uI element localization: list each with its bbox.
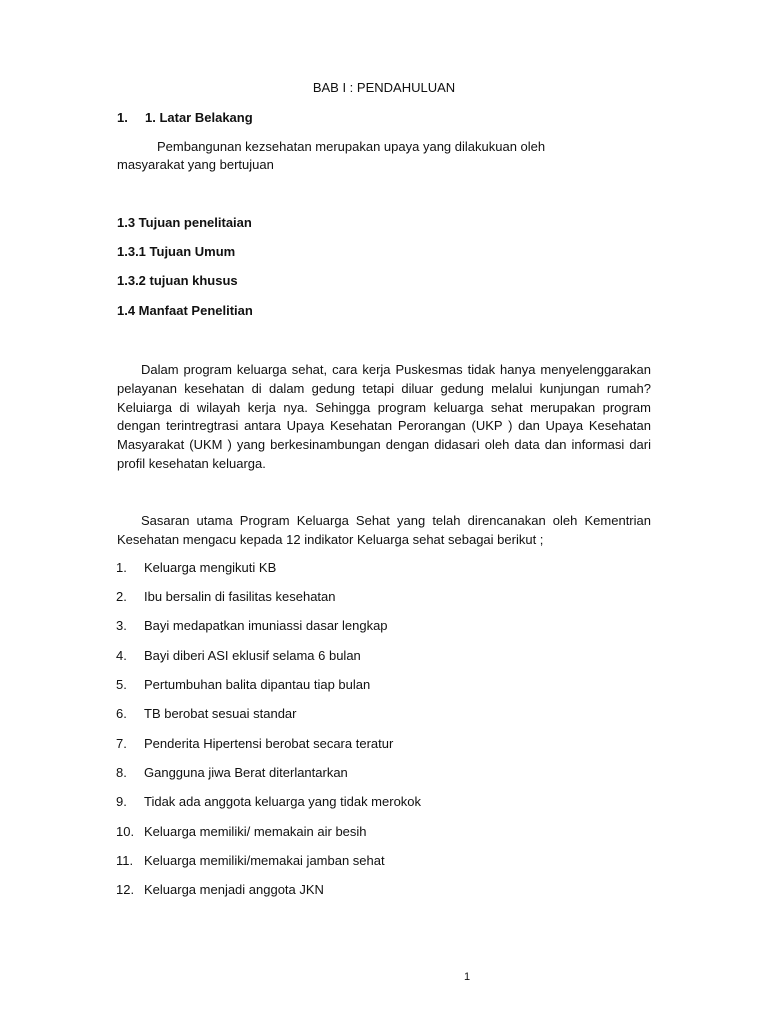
list-item-text: Bayi medapatkan imuniassi dasar lengkap xyxy=(144,618,388,633)
list-item-text: Keluarga memiliki/ memakain air besih xyxy=(144,824,367,839)
list-item-number: 2. xyxy=(116,589,127,604)
list-item-number: 6. xyxy=(116,706,127,721)
list-item-number: 10. xyxy=(116,824,135,839)
list-item-text: Ibu bersalin di fasilitas kesehatan xyxy=(144,589,336,604)
list-item-number: 3. xyxy=(116,618,127,633)
section-heading-manfaat-penelitian: 1.4 Manfaat Penelitian xyxy=(117,303,253,318)
body-paragraph-1: Dalam program keluarga sehat, cara kerja Puskesmas tidak hanya menyelenggarakan pelayanan kesehatan di dalam gedung tetapi diluar gedung melalui kunjungan rumah? Keluiarga di wilayah kerja nya. Sehingga program keluarga sehat merupakan program dengan terintregtrasi antara Upaya Kesehatan Perorangan (UKP ) dan Upaya Kesehatan Masyarakat (UKM ) yang berkesinambungan dengan didasari oleh data dan informasi dari profil kesehatan keluarga. xyxy=(117,362,651,471)
intro-text-line-1: Pembangunan kezsehatan merupakan upaya yang dilakukuan oleh xyxy=(157,139,546,154)
page-number: 1 xyxy=(464,971,471,983)
list-item-number: 11. xyxy=(116,853,134,868)
intro-text-line-2: masyarakat yang bertujuan xyxy=(117,157,274,172)
list-item-number: 7. xyxy=(116,736,127,751)
list-item-text: Keluarga menjadi anggota JKN xyxy=(144,882,324,897)
list-item-number: 12. xyxy=(116,882,135,897)
list-item-text: Keluarga mengikuti KB xyxy=(144,560,277,575)
section-heading-tujuan-umum: 1.3.1 Tujuan Umum xyxy=(117,244,236,259)
section-heading-tujuan-khusus: 1.3.2 tujuan khusus xyxy=(117,273,238,288)
section-heading-tujuan-penelitian: 1.3 Tujuan penelitaian xyxy=(117,215,252,230)
list-item-text: Keluarga memiliki/memakai jamban sehat xyxy=(144,853,385,868)
chapter-title: BAB I : PENDAHULUAN xyxy=(312,80,456,95)
list-item-text: Bayi diberi ASI eklusif selama 6 bulan xyxy=(144,648,361,663)
list-item-number: 4. xyxy=(116,648,127,663)
body-paragraph-2: Sasaran utama Program Keluarga Sehat yang telah direncanakan oleh Kementrian Kesehatan mengacu kepada 12 indikator Keluarga sehat sebagai berikut ; xyxy=(117,513,651,547)
list-item-text: Tidak ada anggota keluarga yang tidak merokok xyxy=(144,794,422,809)
list-item-number: 8. xyxy=(116,765,127,780)
list-item-text: Pertumbuhan balita dipantau tiap bulan xyxy=(144,677,371,692)
list-item-text: Gangguna jiwa Berat diterlantarkan xyxy=(144,765,348,780)
section-heading-latar-belakang: 1. Latar Belakang xyxy=(145,110,253,125)
section-number: 1. xyxy=(117,110,128,125)
list-item-text: Penderita Hipertensi berobat secara teratur xyxy=(144,736,394,751)
list-item-text: TB berobat sesuai standar xyxy=(144,706,297,721)
list-item-number: 5. xyxy=(116,677,127,692)
list-item-number: 1. xyxy=(116,560,127,575)
list-item-number: 9. xyxy=(116,794,127,809)
